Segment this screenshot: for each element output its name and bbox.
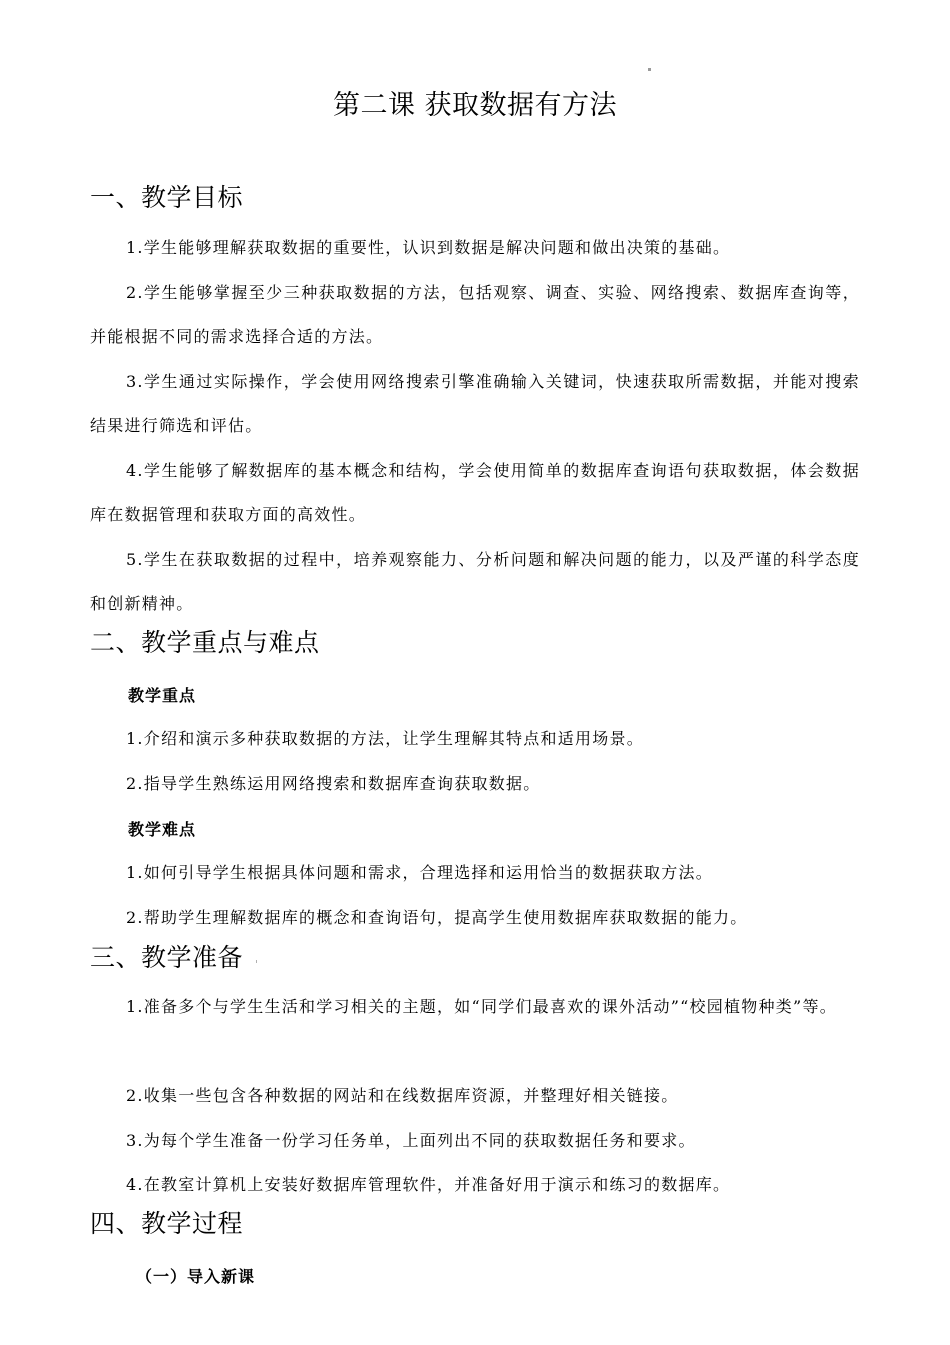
process-subheading-intro: （一）导入新课 bbox=[136, 1267, 256, 1286]
preparation-item-2: 2.收集一些包含各种数据的网站和在线数据库资源，并整理好相关链接。 bbox=[126, 1086, 679, 1105]
section-heading-objectives: 一、教学目标 bbox=[90, 183, 244, 212]
difficulty-item-1: 1.如何引导学生根据具体问题和需求，合理选择和运用恰当的数据获取方法。 bbox=[126, 863, 714, 882]
preparation-item-1: 1.准备多个与学生生活和学习相关的主题，如“同学们最喜欢的课外活动”“校园植物种类”等。 bbox=[126, 997, 837, 1016]
objective-item-2: 2.学生能够掌握至少三种获取数据的方法，包括观察、调查、实验、网络搜索、数据库查询等，并能根据不同的需求选择合适的方法。 bbox=[90, 283, 860, 346]
key-points-label: 教学重点 bbox=[128, 686, 197, 705]
objective-item-1: 1.学生能够理解获取数据的重要性，认识到数据是解决问题和做出决策的基础。 bbox=[126, 238, 731, 257]
difficulty-label: 教学难点 bbox=[128, 820, 197, 839]
objective-item-5: 5.学生在获取数据的过程中，培养观察能力、分析问题和解决问题的能力，以及严谨的科学态度和创新精神。 bbox=[90, 550, 860, 613]
objective-item-3: 3.学生通过实际操作，学会使用网络搜索引擎准确输入关键词，快速获取所需数据，并能对搜索结果进行筛选和评估。 bbox=[90, 372, 860, 435]
difficulty-item-2: 2.帮助学生理解数据库的概念和查询语句，提高学生使用数据库获取数据的能力。 bbox=[126, 908, 748, 927]
stray-mark-2 bbox=[256, 960, 257, 963]
key-point-item-2: 2.指导学生熟练运用网络搜索和数据库查询获取数据。 bbox=[126, 774, 541, 793]
objective-item-4: 4.学生能够了解数据库的基本概念和结构，学会使用简单的数据库查询语句获取数据，体会数据库在数据管理和获取方面的高效性。 bbox=[90, 461, 860, 524]
document-title: 第二课 获取数据有方法 bbox=[332, 90, 618, 121]
preparation-item-3: 3.为每个学生准备一份学习任务单，上面列出不同的获取数据任务和要求。 bbox=[126, 1131, 696, 1150]
section-heading-keypoints: 二、教学重点与难点 bbox=[90, 628, 320, 657]
key-point-item-1: 1.介绍和演示多种获取数据的方法，让学生理解其特点和适用场景。 bbox=[126, 729, 645, 748]
stray-mark bbox=[648, 68, 651, 71]
preparation-item-4: 4.在教室计算机上安装好数据库管理软件，并准备好用于演示和练习的数据库。 bbox=[126, 1175, 731, 1194]
section-heading-preparation: 三、教学准备 bbox=[90, 943, 244, 972]
section-heading-process: 四、教学过程 bbox=[90, 1209, 244, 1238]
